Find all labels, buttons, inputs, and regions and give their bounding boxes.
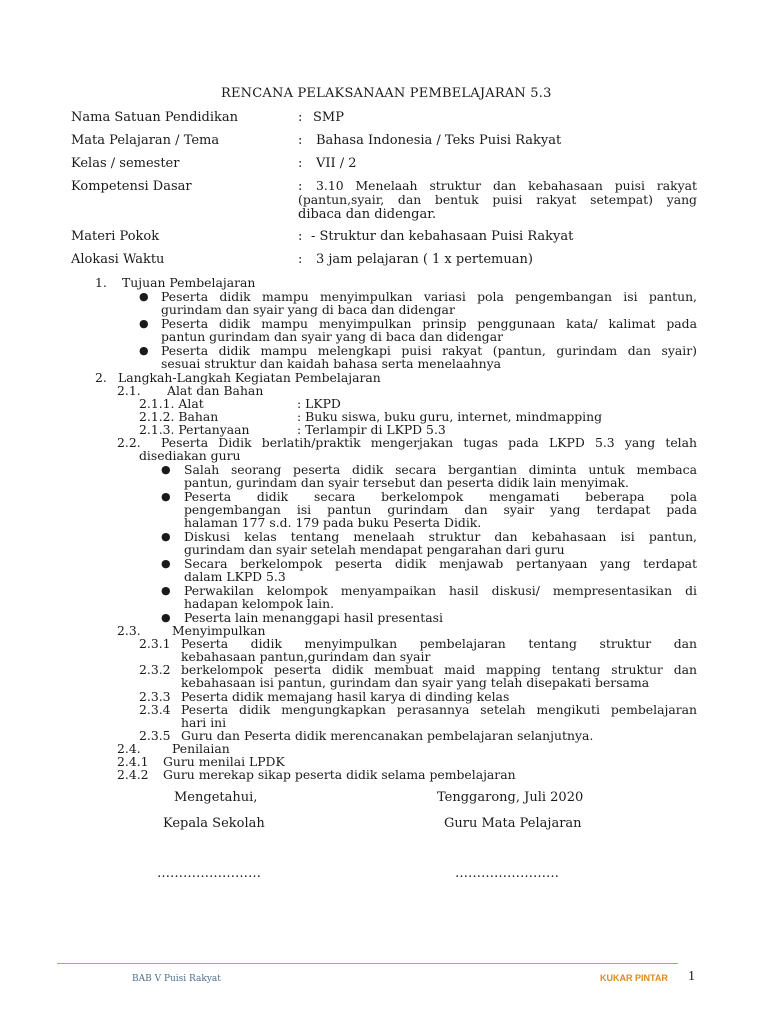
identity-colon: : [298, 252, 303, 267]
bullet-line: Perwakilan kelompok menyampaikan hasil diskusi/ mempresentasikan di [184, 583, 697, 598]
identity-value: Bahasa Indonesia / Teks Puisi Rakyat [316, 133, 562, 148]
item-line: Guru dan Peserta didik merencanakan pembelajaran selanjutnya. [181, 728, 594, 743]
identity-label: Nama Satuan Pendidikan [71, 110, 239, 125]
subsection-heading: Alat dan Bahan [167, 383, 264, 398]
item-line: hari ini [181, 715, 227, 730]
subsection-heading: Penilaian [172, 741, 230, 756]
footer-chapter: BAB V Puisi Rakyat [132, 974, 221, 984]
item-number: 2.3.3 [139, 689, 171, 704]
item-line: kebahasaan isi pantun, gurindam dan syair yang telah disepakati bersama [181, 675, 650, 690]
item-line: berkelompok peserta didik membuat maid mapping tentang struktur dan [181, 662, 697, 677]
identity-value: SMP [313, 110, 344, 125]
competency-line: dibaca dan didengar. [298, 207, 437, 222]
page-number: 1 [688, 969, 695, 984]
signature-teacher-role: Guru Mata Pelajaran [444, 816, 582, 831]
identity-colon: : [298, 133, 303, 148]
section-heading: Tujuan Pembelajaran [122, 275, 256, 290]
item-number: 2.3.2 [139, 662, 171, 677]
bullet-icon: ● [161, 611, 171, 624]
competency-line: 3.10 Menelaah struktur dan kebahasaan puisi rakyat [316, 178, 697, 193]
section-number: 1. [95, 275, 107, 290]
subsection-line: disediakan guru [139, 448, 241, 463]
subsection-number: 2.3. [117, 623, 141, 638]
bullet-line: Peserta lain menanggapi hasil presentasi [184, 610, 443, 625]
tool-label: 2.1.2. Bahan [139, 409, 219, 424]
identity-colon: : [298, 110, 303, 125]
bullet-icon: ● [161, 530, 171, 543]
bullet-line: Peserta didik secara berkelompok mengamati beberapa pola [184, 489, 697, 504]
subsection-number: 2.1. [117, 383, 141, 398]
signature-teacher-line: …………………… [455, 866, 559, 881]
item-line: Peserta didik mengungkapkan perasannya setelah mengikuti pembelajaran [181, 702, 697, 717]
bullet-line: pantun, gurindam dan syair tersebut dan peserta didik lain menyimak. [184, 475, 629, 490]
bullet-line: hadapan kelompok lain. [184, 596, 335, 611]
item-line: Peserta didik memajang hasil karya di dinding kelas [181, 689, 510, 704]
item-number: 2.3.4 [139, 702, 171, 717]
bullet-icon: ● [161, 584, 171, 597]
footer-divider [57, 963, 678, 964]
bullet-icon: ● [161, 557, 171, 570]
bullet-icon: ● [161, 463, 171, 476]
bullet-icon: ● [161, 490, 171, 503]
section-heading: Langkah-Langkah Kegiatan Pembelajaran [118, 370, 381, 385]
subsection-line: Peserta Didik berlatih/praktik mengerjakan tugas pada LKPD 5.3 yang telah [161, 435, 697, 450]
identity-colon: : [298, 179, 303, 194]
bullet-icon: ● [139, 290, 149, 303]
item-line: Guru menilai LPDK [163, 754, 285, 769]
subsection-heading: Menyimpulkan [172, 623, 266, 638]
identity-label: Alokasi Waktu [71, 252, 165, 267]
document-title: RENCANA PELAKSANAAN PEMBELAJARAN 5.3 [221, 86, 552, 101]
identity-label: Mata Pelajaran / Tema [71, 133, 220, 148]
tool-label: 2.1.1. Alat [139, 396, 204, 411]
bullet-line: Salah seorang peserta didik secara bergantian diminta untuk membaca [184, 462, 697, 477]
section-number: 2. [95, 370, 107, 385]
bullet-line: pengembangan isi pantun gurindam dan syair yang terdapat pada [184, 502, 697, 517]
bullet-line: pantun gurindam dan syair yang di baca dan didengar [161, 329, 504, 344]
identity-value: 3 jam pelajaran ( 1 x pertemuan) [316, 252, 533, 267]
bullet-line: sesuai struktur dan kaidah bahasa serta menelaahnya [161, 356, 501, 371]
bullet-icon: ● [139, 317, 149, 330]
identity-colon: : [298, 229, 303, 244]
bullet-line: gurindam dan syair yang di baca dan didengar [161, 302, 455, 317]
identity-label: Materi Pokok [71, 229, 160, 244]
identity-label: Kompetensi Dasar [71, 179, 192, 194]
bullet-line: Peserta didik mampu melengkapi puisi rakyat (pantun, gurindam dan syair) [161, 343, 697, 358]
bullet-line: Peserta didik mampu menyimpulkan variasi pola pengembangan isi pantun, [161, 289, 697, 304]
tool-value: : Buku siswa, buku guru, internet, mindmapping [297, 409, 603, 424]
bullet-icon: ● [139, 344, 149, 357]
identity-value: VII / 2 [316, 156, 357, 171]
subsection-number: 2.2. [117, 435, 141, 450]
bullet-line: Secara berkelompok peserta didik menjawab pertanyaan yang terdapat [184, 556, 697, 571]
identity-colon: : [298, 156, 303, 171]
signature-principal-line: …………………… [157, 866, 261, 881]
competency-line: (pantun,syair, dan bentuk puisi rakyat setempat) yang [298, 192, 697, 207]
item-line: kebahasaan pantun,gurindam dan syair [181, 649, 431, 664]
item-number: 2.4.1 [117, 754, 149, 769]
tool-label: 2.1.3. Pertanyaan [139, 422, 250, 437]
bullet-line: dalam LKPD 5.3 [184, 569, 286, 584]
footer-brand: KUKAR PINTAR [600, 973, 668, 983]
item-number: 2.3.5 [139, 728, 171, 743]
item-line: Guru merekap sikap peserta didik selama pembelajaran [163, 767, 516, 782]
tool-value: : LKPD [297, 396, 341, 411]
bullet-line: halaman 177 s.d. 179 pada buku Peserta Didik. [184, 515, 482, 530]
tool-value: : Terlampir di LKPD 5.3 [297, 422, 446, 437]
subsection-number: 2.4. [117, 741, 141, 756]
signature-known-label: Mengetahui, [174, 790, 258, 805]
identity-value: - Struktur dan kebahasaan Puisi Rakyat [311, 229, 574, 244]
bullet-line: Diskusi kelas tentang menelaah struktur dan kebahasaan isi pantun, [184, 529, 697, 544]
signature-principal-role: Kepala Sekolah [163, 816, 265, 831]
item-number: 2.3.1 [139, 636, 171, 651]
signature-place-date: Tenggarong, Juli 2020 [437, 790, 584, 805]
bullet-line: Peserta didik mampu menyimpulkan prinsip penggunaan kata/ kalimat pada [161, 316, 697, 331]
item-number: 2.4.2 [117, 767, 149, 782]
item-line: Peserta didik menyimpulkan pembelajaran tentang struktur dan [181, 636, 697, 651]
identity-label: Kelas / semester [71, 156, 180, 171]
bullet-line: gurindam dan syair setelah mendapat pengarahan dari guru [184, 542, 565, 557]
